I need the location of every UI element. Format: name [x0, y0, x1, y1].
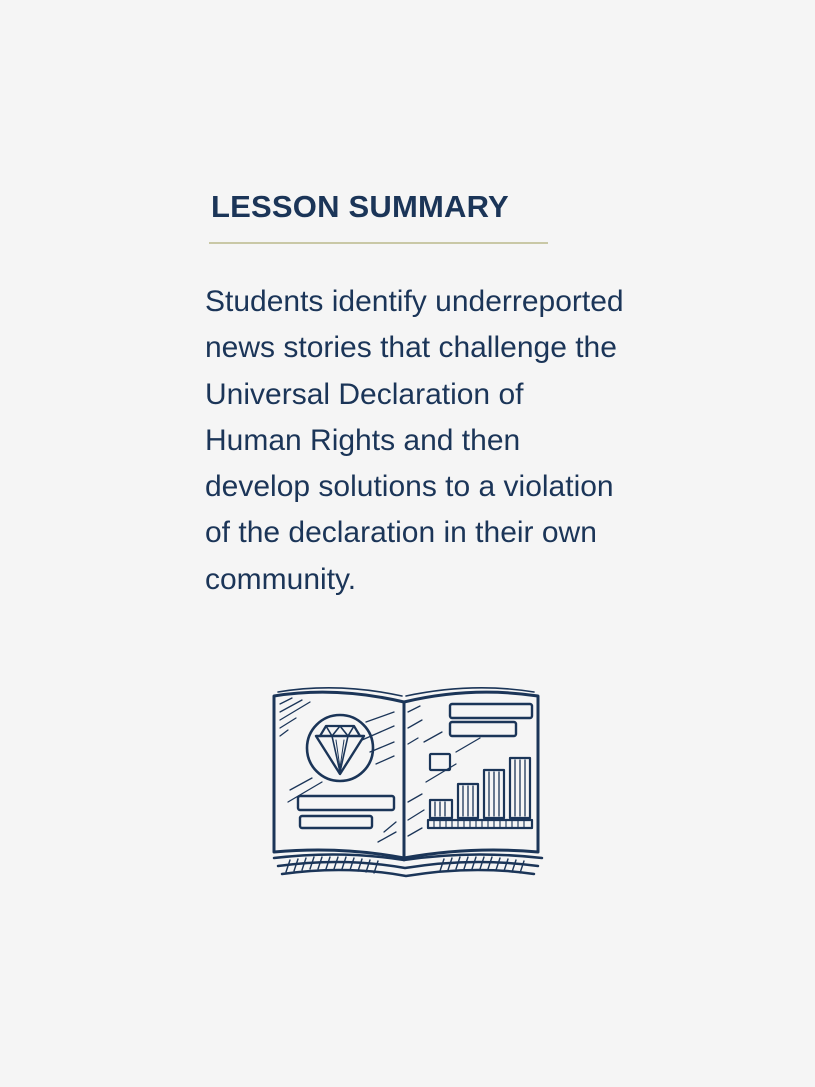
open-book-icon: [266, 682, 548, 882]
lesson-summary-text: Students identify underreported news stories that challenge the Universal Declaration of Human Rights and then develop solutions to a violation of the declaration in their own community.: [205, 285, 624, 596]
heading-divider: [209, 242, 548, 244]
lesson-summary-heading: LESSON SUMMARY: [211, 189, 509, 224]
